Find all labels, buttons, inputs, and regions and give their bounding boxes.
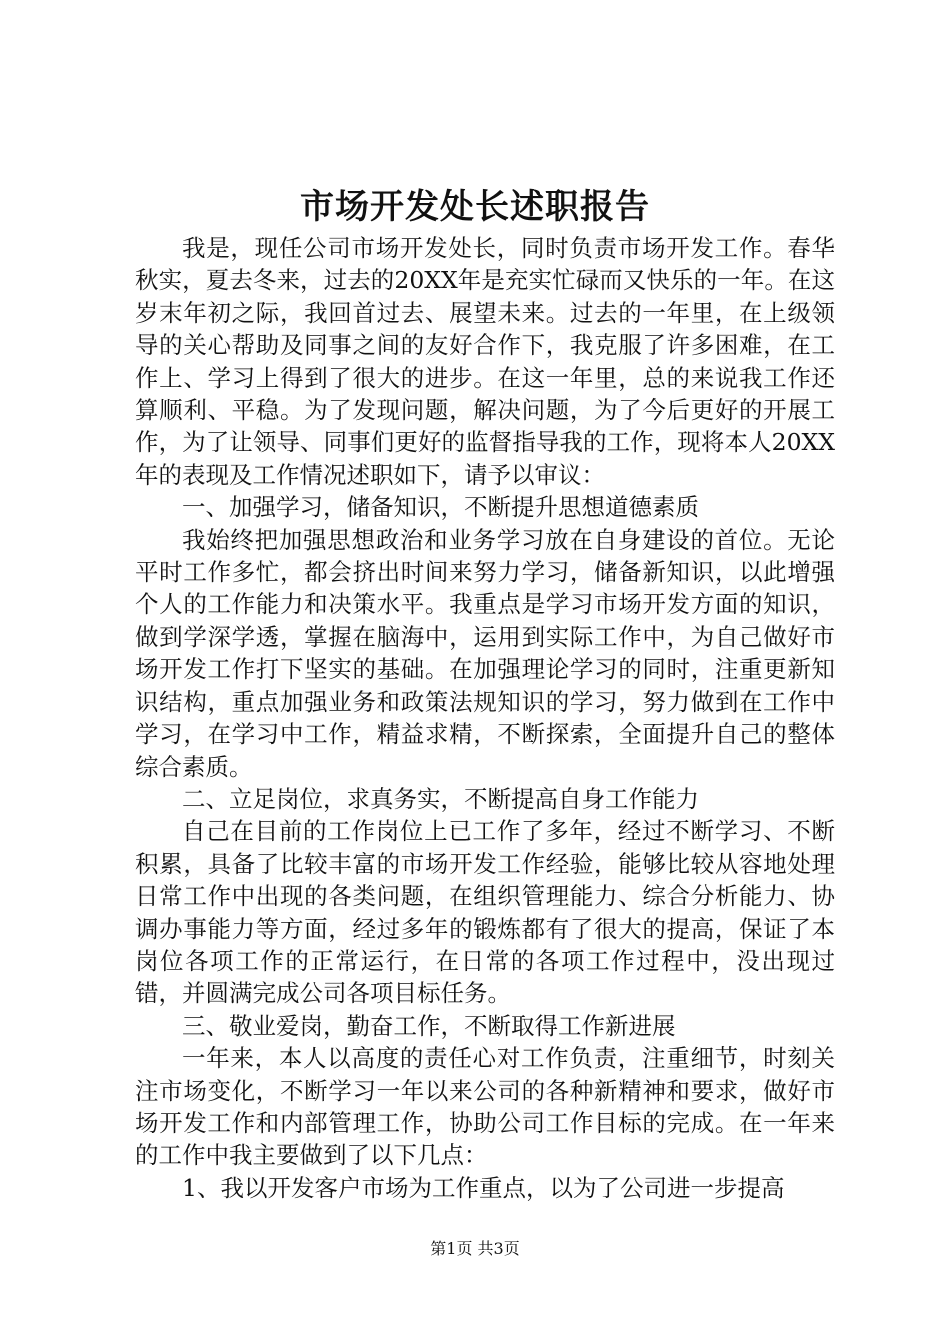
paragraph-intro: 我是，现任公司市场开发处长，同时负责市场开发工作。春华秋实，夏去冬来，过去的20XX年是充实忙碌而又快乐的一年。在这岁末年初之际，我回首过去、展望未来。过去的一年里，在上级领导的关心帮助及同事之间的友好合作下，我克服了许多困难，在工作上、学习上得到了很大的进步。在这一年里，总的来说我工作还算顺利、平稳。为了发现问题，解决问题，为了今后更好的开展工作，为了让领导、同事们更好的监督指导我的工作，现将本人20XX年的表现及工作情况述职如下，请予以审议：	[135, 234, 835, 489]
section-heading-1: 一、加强学习，储备知识，不断提升思想道德素质	[182, 493, 699, 522]
section-heading-3: 三、敬业爱岗，勤奋工作，不断取得工作新进展	[182, 1011, 676, 1040]
paragraph-section-2: 自己在目前的工作岗位上已工作了多年，经过不断学习、不断积累，具备了比较丰富的市场开发工作经验，能够比较从容地处理日常工作中出现的各类问题，在组织管理能力、综合分析能力、协调办事能力等方面，经过多年的锻炼都有了很大的提高，保证了本岗位各项工作的正常运行，在日常的各项工作过程中，没出现过错，并圆满完成公司各项目标任务。	[135, 817, 835, 1008]
page-footer: 第1页 共3页	[430, 1239, 520, 1258]
document-body	[135, 232, 835, 1204]
paragraph-point-1: 1、我以开发客户市场为工作重点，以为了公司进一步提高	[182, 1173, 785, 1202]
paragraph-section-1: 我始终把加强思想政治和业务学习放在自身建设的首位。无论平时工作多忙，都会挤出时间来努力学习，储备新知识，以此增强个人的工作能力和决策水平。我重点是学习市场开发方面的知识，做到学深学透，掌握在脑海中，运用到实际工作中，为自己做好市场开发工作打下坚实的基础。在加强理论学习的同时，注重更新知识结构，重点加强业务和政策法规知识的学习，努力做到在工作中学习，在学习中工作，精益求精，不断探索，全面提升自己的整体综合素质。	[135, 525, 835, 781]
paragraph-section-3: 一年来，本人以高度的责任心对工作负责，注重细节，时刻关注市场变化，不断学习一年以来公司的各种新精神和要求，做好市场开发工作和内部管理工作，协助公司工作目标的完成。在一年来的工作中我主要做到了以下几点：	[135, 1044, 835, 1170]
section-heading-2: 二、立足岗位，求真务实，不断提高自身工作能力	[182, 784, 699, 813]
document-title: 市场开发处长述职报告	[300, 187, 650, 227]
